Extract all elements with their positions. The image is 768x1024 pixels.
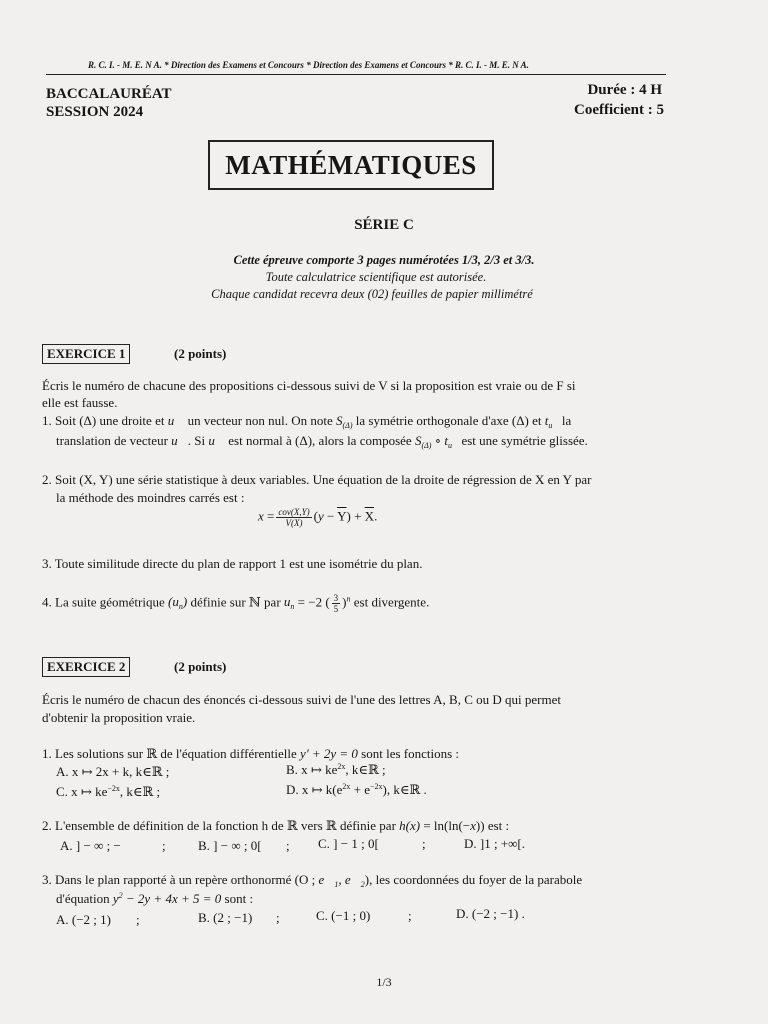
ex1-question-2-line-1: 2. Soit (X, Y) une série statistique à deux variables. Une équation de la droite de régression de X en Y par (42, 472, 592, 487)
page-title: MATHÉMATIQUES (225, 149, 477, 180)
header-rule (46, 74, 666, 75)
ex2-q2-sep-3: ; (422, 836, 426, 851)
intro-line-3: Chaque candidat recevra deux (02) feuilles de papier millimétré (211, 287, 533, 301)
exercise-1-points: (2 points) (174, 346, 227, 361)
exercise-2-label: EXERCICE 2 (42, 657, 130, 677)
serie-label: SÉRIE C (354, 217, 414, 233)
ex2-q1-option-b: B. x ↦ $ke^{2x}$, k∈ℝ ; (286, 762, 386, 777)
ex2-q2-sep-2: ; (286, 838, 290, 853)
ex1-question-1-line-2: translation de vecteur u⃗. Si u⃗ est normal à (Δ), alors la composée $S_{(\Delta)}$ ∘ $t_{u⃗}$ est une symétrie glissée. (56, 433, 588, 450)
ex2-question-2: 2. L'ensemble de définition de la fonction h de ℝ vers ℝ définie par h(x) = ln(ln(−x)) est : (42, 818, 510, 833)
ex2-instruction-1: Écris le numéro de chacun des énoncés ci-dessous suivi de l'une des lettres A, B, C ou D qui permet (42, 692, 561, 707)
ex1-question-4: 4. La suite géométrique $(u_n)$ définie sur ℕ par $u_n = -2$ ( $\frac{3}{5}$ )$^n$ est divergente. (42, 593, 430, 614)
page-number: 1/3 (376, 975, 392, 989)
ex2-q2-sep-1: ; (162, 838, 166, 853)
ex1-instruction-1: Écris le numéro de chacune des propositions ci-dessous suivi de V si la proposition est vraie ou de F si (42, 378, 576, 393)
ex2-q1-option-d: D. x ↦ $k(e^{2x} + e^{-2x})$, k∈ℝ . (286, 782, 427, 797)
ex2-q2-option-c: C. ] − 1 ; 0[ (318, 836, 379, 851)
ex2-q3-sep-2: ; (276, 910, 280, 925)
ex2-q2-option-b: B. ] − ∞ ; 0[ (198, 838, 262, 853)
ex2-question-1: 1. Les solutions sur ℝ de l'équation différentielle y' + 2y = 0 sont les fonctions : (42, 746, 460, 761)
ex2-q2-option-d: D. ]1 ; +∞[. (464, 836, 526, 851)
ex1-question-1-line-1: 1. Soit (Δ) une droite et u⃗ un vecteur non nul. On note $S_{(\Delta)}$ la symétrie orthogonale d'axe (Δ) et $t_{u⃗}$ la (42, 413, 572, 430)
ex2-question-3-line-2: d'équation $y^2 - 2y + 4x + 5 = 0$ sont : (56, 891, 254, 906)
ex2-q3-sep-3: ; (408, 908, 412, 923)
ex2-q3-option-d: D. (−2 ; −1) . (456, 906, 525, 921)
ex2-q1-option-a: A. x ↦ 2x + k, k∈ℝ ; (56, 764, 170, 779)
ex2-q3-option-a: A. (−2 ; 1) (56, 912, 111, 927)
title-box (208, 140, 494, 190)
ex2-q3-option-c: C. (−1 ; 0) (316, 908, 371, 923)
ex2-q3-option-b: B. (2 ; −1) (198, 910, 253, 925)
header-line: R. C. I. - M. E. N A. * Direction des Examens et Concours * Direction des Examens et Concours * R. C. I. - M. E. N A. (88, 60, 529, 70)
bac-label: BACCALAURÉAT (46, 86, 172, 102)
duration-label: Durée : 4 H (587, 82, 662, 98)
ex2-q3-sep-1: ; (136, 912, 140, 927)
ex2-instruction-2: d'obtenir la proposition vraie. (42, 710, 196, 725)
ex2-question-3-line-1: 3. Dans le plan rapporté à un repère orthonormé (O ; $e⃗_1$, $e⃗_2$), les coordonnées du foyer de la parabole (42, 872, 583, 889)
exercise-1-label: EXERCICE 1 (42, 344, 130, 364)
ex2-q1-option-c: C. x ↦ $ke^{-2x}$, k∈ℝ ; (56, 784, 161, 799)
intro-line-2: Toute calculatrice scientifique est autorisée. (265, 270, 487, 284)
coefficient-label: Coefficient : 5 (574, 102, 664, 118)
ex2-q2-option-a: A. ] − ∞ ; − (60, 838, 121, 853)
intro-line-1: Cette épreuve comporte 3 pages numérotées 1/3, 2/3 et 3/3. (233, 253, 535, 267)
ex1-instruction-2: elle est fausse. (42, 395, 118, 410)
ex1-question-3: 3. Toute similitude directe du plan de rapport 1 est une isométrie du plan. (42, 556, 423, 571)
exercise-2-points: (2 points) (174, 659, 227, 674)
regression-formula: x = $\frac{\text{cov(X,Y)}}{V(X)}$ $(y - \overline{Y}) + \overline{X}$. (258, 507, 378, 528)
session-label: SESSION 2024 (46, 104, 144, 120)
ex1-question-2-line-2: la méthode des moindres carrés est : (56, 490, 245, 505)
